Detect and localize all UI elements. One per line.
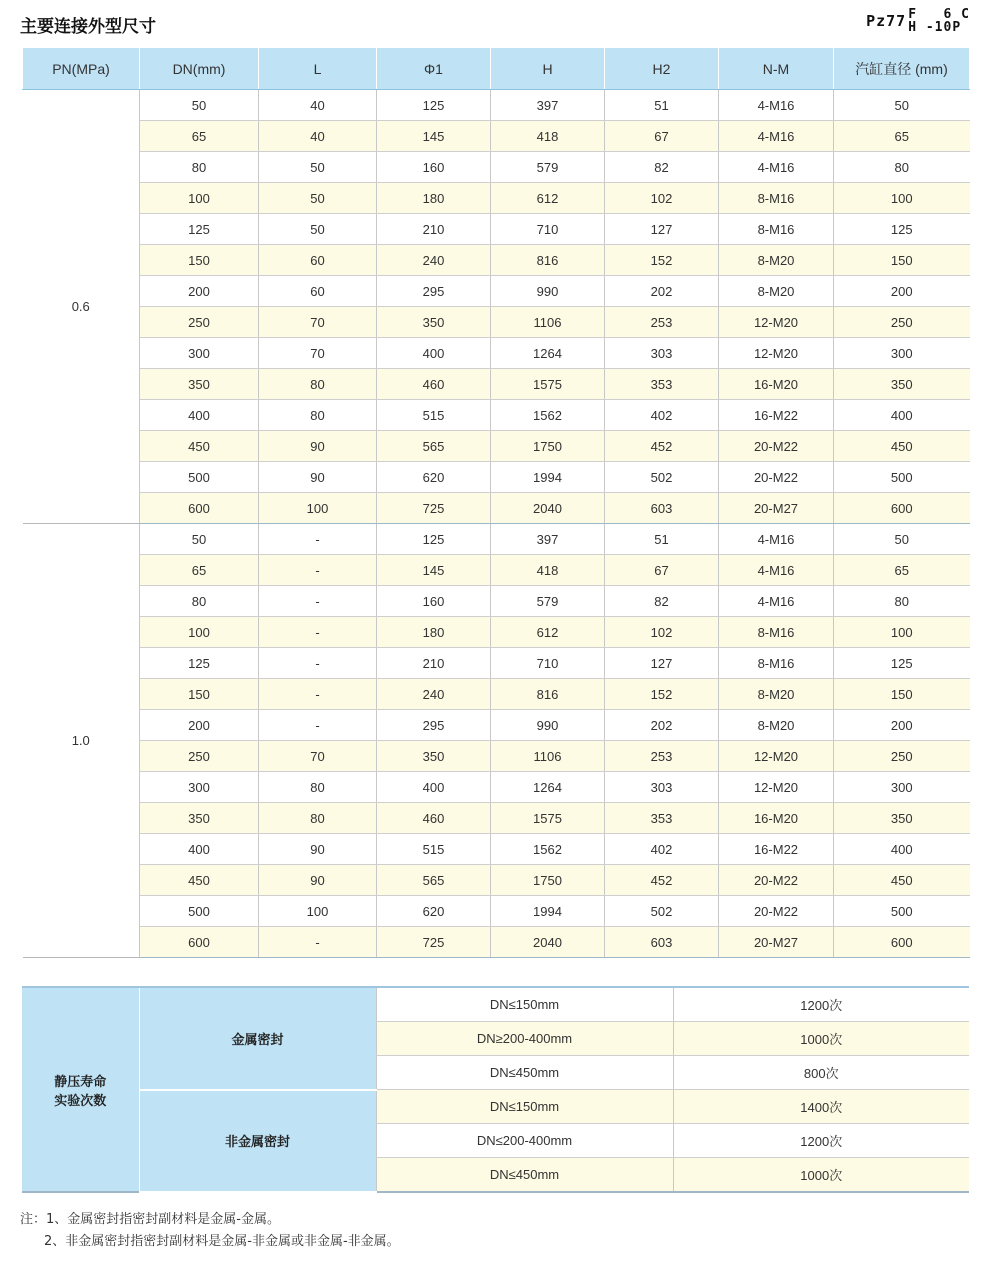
table-cell: 502	[605, 896, 719, 927]
table-cell: 12-M20	[719, 307, 834, 338]
table-cell: 150	[834, 679, 970, 710]
table-cell: 350	[377, 741, 491, 772]
table-cell: 1575	[491, 369, 605, 400]
table-cell: 4-M16	[719, 152, 834, 183]
table-cell: 125	[140, 214, 259, 245]
table-cell: 90	[259, 431, 377, 462]
table-cell: 12-M20	[719, 772, 834, 803]
col-header: 汽缸直径 (mm)	[834, 48, 970, 90]
table-cell: 50	[834, 524, 970, 555]
table-cell: 515	[377, 400, 491, 431]
table-cell: 40	[259, 90, 377, 121]
seal-type: 金属密封	[139, 987, 376, 1090]
table-cell: 70	[259, 741, 377, 772]
table-row	[23, 679, 970, 710]
table-cell: 515	[377, 834, 491, 865]
table-cell: 400	[140, 834, 259, 865]
notes	[20, 1209, 400, 1253]
table-cell: 200	[834, 710, 970, 741]
table-cell: 51	[605, 90, 719, 121]
table-cell: 82	[605, 586, 719, 617]
table-cell: 452	[605, 431, 719, 462]
table-cell: -	[259, 679, 377, 710]
table-cell: 8-M16	[719, 617, 834, 648]
table-cell: 67	[605, 555, 719, 586]
dn-range-cell: DN≤150mm	[376, 1090, 673, 1124]
table-cell: -	[259, 927, 377, 958]
table-row	[23, 524, 970, 555]
table-cell: 100	[834, 183, 970, 214]
table-cell: 51	[605, 524, 719, 555]
table-cell: -	[259, 555, 377, 586]
table-cell: 145	[377, 121, 491, 152]
page-title: 主要连接外型尺寸	[20, 17, 156, 37]
cycle-count-cell: 1000次	[673, 1158, 969, 1193]
table-cell: 816	[491, 245, 605, 276]
note-1: 注：1、金属密封指密封副材料是金属-金属。	[20, 1212, 280, 1227]
col-header: PN(MPa)	[23, 48, 140, 90]
table-cell: 1264	[491, 772, 605, 803]
table-cell: 452	[605, 865, 719, 896]
col-header: Φ1	[377, 48, 491, 90]
table-cell: 8-M16	[719, 648, 834, 679]
table-cell: 450	[140, 865, 259, 896]
table-cell: 1562	[491, 834, 605, 865]
cycle-count-cell: 1000次	[673, 1022, 969, 1056]
table-cell: -	[259, 617, 377, 648]
table-cell: 400	[834, 400, 970, 431]
table-cell: 1264	[491, 338, 605, 369]
table-cell: 725	[377, 493, 491, 524]
table-cell: 80	[259, 400, 377, 431]
life-test-table	[22, 986, 969, 1193]
table-cell: 400	[377, 772, 491, 803]
table-cell: 1575	[491, 803, 605, 834]
table-cell: 8-M20	[719, 276, 834, 307]
table-cell: 418	[491, 555, 605, 586]
dn-range-cell: DN≤450mm	[376, 1056, 673, 1090]
table-cell: 565	[377, 431, 491, 462]
cycle-count-cell: 1200次	[673, 987, 969, 1022]
table-cell: 500	[834, 462, 970, 493]
table-cell: 2040	[491, 927, 605, 958]
table-cell: 303	[605, 772, 719, 803]
table-cell: -	[259, 710, 377, 741]
table-cell: 102	[605, 617, 719, 648]
note-2: 2、非金属密封指密封副材料是金属-非金属或非金属-非金属。	[44, 1234, 400, 1249]
table-cell: 125	[377, 90, 491, 121]
seal-type: 非金属密封	[139, 1090, 376, 1193]
table-cell: 400	[140, 400, 259, 431]
table-cell: 600	[140, 927, 259, 958]
table-cell: 145	[377, 555, 491, 586]
model-suffix-top: F 6 C	[908, 7, 970, 22]
table-cell: 1750	[491, 865, 605, 896]
table-cell: 67	[605, 121, 719, 152]
dn-range-cell: DN≤200-400mm	[376, 1124, 673, 1158]
table-cell: 12-M20	[719, 338, 834, 369]
table-cell: 202	[605, 276, 719, 307]
cycle-count-cell: 1400次	[673, 1090, 969, 1124]
table-cell: 100	[834, 617, 970, 648]
table-cell: 303	[605, 338, 719, 369]
table-cell: 80	[834, 152, 970, 183]
table-cell: 600	[140, 493, 259, 524]
table-row	[23, 90, 970, 121]
table-cell: 160	[377, 586, 491, 617]
col-header: H2	[605, 48, 719, 90]
table-cell: 20-M22	[719, 431, 834, 462]
table-cell: 65	[140, 121, 259, 152]
pn-cell: 0.6	[23, 90, 140, 524]
table-cell: 8-M16	[719, 183, 834, 214]
table-cell: 816	[491, 679, 605, 710]
table-cell: 127	[605, 214, 719, 245]
table-cell: 100	[140, 183, 259, 214]
table-cell: 397	[491, 524, 605, 555]
table-cell: 152	[605, 679, 719, 710]
model-code	[866, 8, 970, 34]
col-header: N-M	[719, 48, 834, 90]
table-cell: 502	[605, 462, 719, 493]
table-cell: 125	[377, 524, 491, 555]
table-cell: 579	[491, 152, 605, 183]
table-cell: 500	[140, 896, 259, 927]
table-row	[23, 276, 970, 307]
table-cell: 152	[605, 245, 719, 276]
table-cell: 210	[377, 648, 491, 679]
table-cell: 150	[834, 245, 970, 276]
table-row	[23, 834, 970, 865]
table-cell: 350	[140, 369, 259, 400]
table-cell: 100	[259, 896, 377, 927]
table-cell: 50	[834, 90, 970, 121]
table-cell: 180	[377, 617, 491, 648]
table-cell: 353	[605, 369, 719, 400]
table-cell: -	[259, 648, 377, 679]
table-cell: 60	[259, 276, 377, 307]
table-cell: 125	[140, 648, 259, 679]
table-cell: 450	[140, 431, 259, 462]
table-cell: 70	[259, 338, 377, 369]
table-cell: 1106	[491, 741, 605, 772]
table-cell: 1750	[491, 431, 605, 462]
table-cell: 90	[259, 834, 377, 865]
life-label-line1: 静压寿命	[54, 1073, 107, 1089]
table-row	[23, 896, 970, 927]
life-label	[22, 987, 139, 1192]
table-cell: 612	[491, 183, 605, 214]
table-cell: 50	[140, 90, 259, 121]
table-cell: 202	[605, 710, 719, 741]
life-label-line2: 实验次数	[54, 1092, 107, 1108]
table-cell: 16-M20	[719, 803, 834, 834]
table-cell: 620	[377, 462, 491, 493]
table-cell: 1106	[491, 307, 605, 338]
table-cell: 50	[259, 152, 377, 183]
table-row	[23, 586, 970, 617]
table-cell: 4-M16	[719, 121, 834, 152]
dn-range-cell: DN≤150mm	[376, 987, 673, 1022]
table-cell: 100	[140, 617, 259, 648]
dimension-table	[22, 48, 970, 958]
table-cell: 2040	[491, 493, 605, 524]
table-cell: 295	[377, 710, 491, 741]
table-row	[23, 152, 970, 183]
table-cell: 90	[259, 462, 377, 493]
table-cell: 500	[140, 462, 259, 493]
table-row	[23, 214, 970, 245]
table-cell: 1994	[491, 896, 605, 927]
table-cell: 353	[605, 803, 719, 834]
table-cell: 402	[605, 834, 719, 865]
table-cell: 127	[605, 648, 719, 679]
table-cell: 4-M16	[719, 555, 834, 586]
table-cell: 80	[259, 369, 377, 400]
table-cell: 300	[834, 772, 970, 803]
life-test-body	[22, 987, 969, 1192]
life-row	[22, 987, 969, 1022]
table-cell: 16-M22	[719, 400, 834, 431]
table-cell: 50	[259, 214, 377, 245]
table-cell: 60	[259, 245, 377, 276]
col-header: H	[491, 48, 605, 90]
table-row	[23, 617, 970, 648]
table-cell: 250	[140, 741, 259, 772]
table-cell: 4-M16	[719, 90, 834, 121]
table-cell: 50	[140, 524, 259, 555]
table-cell: 350	[834, 803, 970, 834]
table-cell: 200	[140, 710, 259, 741]
table-cell: 8-M20	[719, 245, 834, 276]
cycle-count-cell: 800次	[673, 1056, 969, 1090]
table-cell: 8-M20	[719, 710, 834, 741]
table-cell: 612	[491, 617, 605, 648]
table-cell: 160	[377, 152, 491, 183]
table-row	[23, 431, 970, 462]
table-cell: 80	[259, 803, 377, 834]
table-cell: 603	[605, 493, 719, 524]
table-cell: 200	[834, 276, 970, 307]
table-cell: 300	[834, 338, 970, 369]
table-cell: 250	[834, 741, 970, 772]
table-cell: 990	[491, 710, 605, 741]
table-cell: -	[259, 524, 377, 555]
table-row	[23, 741, 970, 772]
table-cell: 150	[140, 679, 259, 710]
table-cell: 565	[377, 865, 491, 896]
table-row	[23, 648, 970, 679]
table-row	[23, 400, 970, 431]
table-cell: 125	[834, 214, 970, 245]
table-cell: 102	[605, 183, 719, 214]
table-cell: 70	[259, 307, 377, 338]
table-row	[23, 493, 970, 524]
life-row	[22, 1090, 969, 1124]
table-cell: 300	[140, 772, 259, 803]
table-cell: 350	[834, 369, 970, 400]
table-cell: 579	[491, 586, 605, 617]
table-row	[23, 462, 970, 493]
table-cell: 350	[140, 803, 259, 834]
table-cell: 460	[377, 803, 491, 834]
dimension-table-body	[23, 90, 970, 958]
table-cell: 450	[834, 865, 970, 896]
table-cell: 20-M27	[719, 927, 834, 958]
table-cell: 710	[491, 214, 605, 245]
table-row	[23, 369, 970, 400]
table-cell: 397	[491, 90, 605, 121]
table-cell: 600	[834, 927, 970, 958]
table-cell: 710	[491, 648, 605, 679]
dn-range-cell: DN≤450mm	[376, 1158, 673, 1193]
table-cell: 250	[834, 307, 970, 338]
table-cell: 12-M20	[719, 741, 834, 772]
model-suffix-bottom: H -10P	[908, 20, 962, 35]
table-cell: 20-M27	[719, 493, 834, 524]
table-header-row	[23, 48, 970, 90]
cycle-count-cell: 1200次	[673, 1124, 969, 1158]
table-cell: 125	[834, 648, 970, 679]
table-cell: 620	[377, 896, 491, 927]
model-base: Pz77	[866, 12, 907, 30]
table-cell: 80	[259, 772, 377, 803]
table-cell: 253	[605, 307, 719, 338]
dn-range-cell: DN≥200-400mm	[376, 1022, 673, 1056]
table-cell: 100	[259, 493, 377, 524]
table-row	[23, 183, 970, 214]
table-row	[23, 338, 970, 369]
table-cell: 400	[377, 338, 491, 369]
table-cell: -	[259, 586, 377, 617]
table-cell: 725	[377, 927, 491, 958]
table-cell: 80	[834, 586, 970, 617]
table-cell: 50	[259, 183, 377, 214]
table-cell: 82	[605, 152, 719, 183]
table-cell: 450	[834, 431, 970, 462]
table-cell: 990	[491, 276, 605, 307]
table-cell: 603	[605, 927, 719, 958]
table-cell: 500	[834, 896, 970, 927]
table-cell: 350	[377, 307, 491, 338]
col-header: DN(mm)	[140, 48, 259, 90]
table-row	[23, 927, 970, 958]
table-cell: 253	[605, 741, 719, 772]
table-cell: 402	[605, 400, 719, 431]
table-cell: 8-M20	[719, 679, 834, 710]
table-cell: 240	[377, 679, 491, 710]
table-row	[23, 307, 970, 338]
table-cell: 4-M16	[719, 586, 834, 617]
table-cell: 8-M16	[719, 214, 834, 245]
table-cell: 1994	[491, 462, 605, 493]
table-cell: 20-M22	[719, 896, 834, 927]
table-cell: 65	[834, 555, 970, 586]
table-cell: 240	[377, 245, 491, 276]
table-cell: 4-M16	[719, 524, 834, 555]
table-row	[23, 710, 970, 741]
table-cell: 1562	[491, 400, 605, 431]
model-suffix	[908, 8, 970, 34]
table-cell: 20-M22	[719, 462, 834, 493]
table-cell: 460	[377, 369, 491, 400]
col-header: L	[259, 48, 377, 90]
table-cell: 418	[491, 121, 605, 152]
table-cell: 65	[834, 121, 970, 152]
table-cell: 40	[259, 121, 377, 152]
table-cell: 400	[834, 834, 970, 865]
pn-cell: 1.0	[23, 524, 140, 958]
table-cell: 250	[140, 307, 259, 338]
table-cell: 300	[140, 338, 259, 369]
table-cell: 16-M20	[719, 369, 834, 400]
table-cell: 295	[377, 276, 491, 307]
table-row	[23, 803, 970, 834]
table-cell: 150	[140, 245, 259, 276]
table-cell: 210	[377, 214, 491, 245]
table-cell: 600	[834, 493, 970, 524]
table-cell: 20-M22	[719, 865, 834, 896]
table-row	[23, 772, 970, 803]
table-cell: 180	[377, 183, 491, 214]
table-cell: 65	[140, 555, 259, 586]
table-cell: 80	[140, 152, 259, 183]
table-row	[23, 865, 970, 896]
table-row	[23, 121, 970, 152]
table-cell: 16-M22	[719, 834, 834, 865]
table-cell: 90	[259, 865, 377, 896]
table-row	[23, 555, 970, 586]
table-cell: 80	[140, 586, 259, 617]
table-cell: 200	[140, 276, 259, 307]
table-row	[23, 245, 970, 276]
